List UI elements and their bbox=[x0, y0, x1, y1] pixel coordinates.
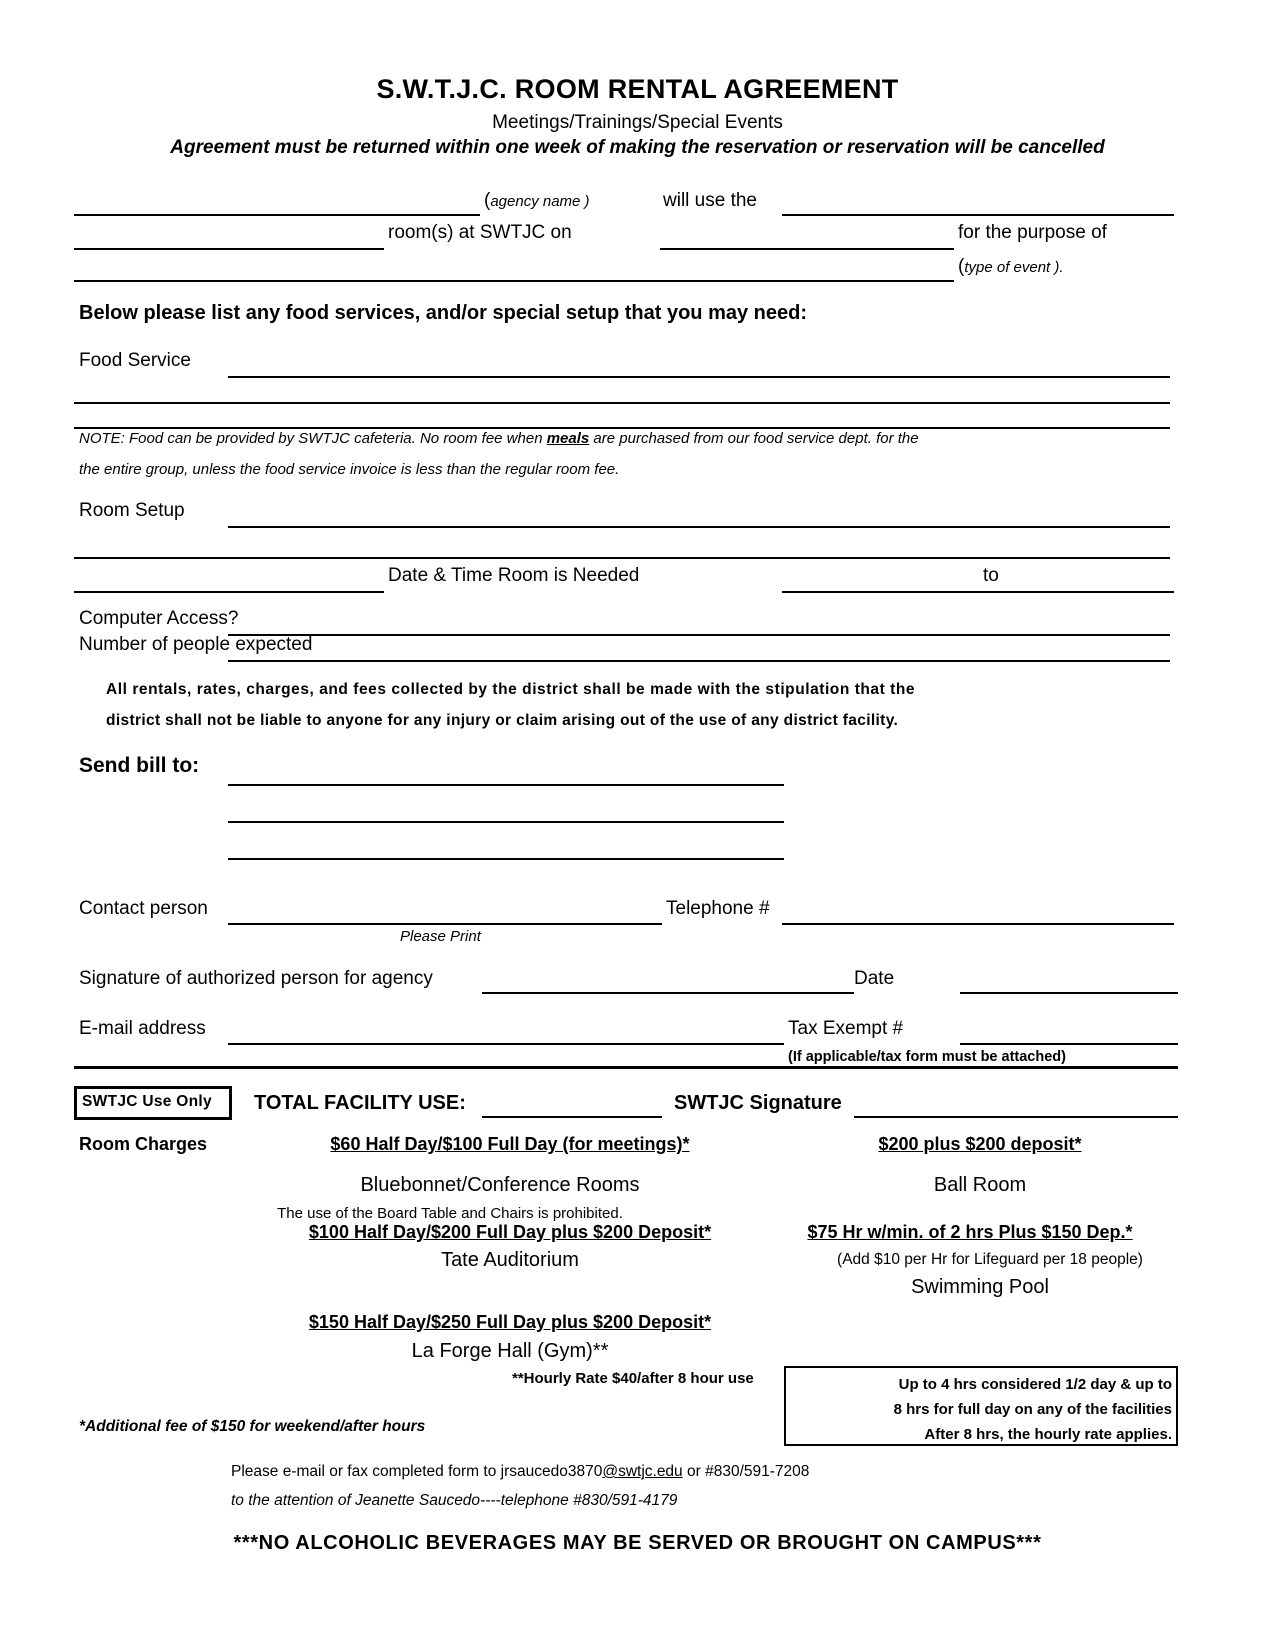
time-range-field[interactable] bbox=[782, 569, 1174, 593]
signature-date-field[interactable] bbox=[960, 970, 1178, 994]
board-table-note: The use of the Board Table and Chairs is prohibited. bbox=[277, 1205, 623, 1222]
page-title: S.W.T.J.C. ROOM RENTAL AGREEMENT bbox=[376, 74, 899, 104]
food-service-field[interactable] bbox=[228, 354, 1170, 378]
services-heading: Below please list any food services, and/or special setup that you may need: bbox=[79, 302, 808, 324]
will-use-label: will use the bbox=[663, 190, 757, 211]
day-rule-line2: 8 hrs for full day on any of the facilities bbox=[893, 1401, 1172, 1418]
bill-address-line1[interactable] bbox=[228, 762, 784, 786]
swtjc-signature-field[interactable] bbox=[854, 1094, 1178, 1118]
purpose-label: for the purpose of bbox=[958, 222, 1107, 243]
agency-name-field[interactable] bbox=[74, 192, 480, 216]
food-service-field-2[interactable] bbox=[74, 380, 1170, 404]
room-name-field[interactable] bbox=[782, 192, 1174, 216]
office-use-label: SWTJC Use Only bbox=[82, 1093, 212, 1110]
section-divider bbox=[74, 1066, 1178, 1069]
liability-line1: All rentals, rates, charges, and fees collected by the district shall be made with the stipulation that the bbox=[106, 681, 916, 698]
telephone-label: Telephone # bbox=[666, 898, 770, 919]
date-needed-field[interactable] bbox=[74, 569, 384, 593]
contact-person-field[interactable] bbox=[228, 901, 662, 925]
return-notice: Agreement must be returned within one week of making the reservation or reservation will be cancelled bbox=[170, 137, 1105, 158]
room-setup-field-2[interactable] bbox=[74, 535, 1170, 559]
tax-exempt-label: Tax Exempt # bbox=[788, 1018, 904, 1039]
page-subtitle: Meetings/Trainings/Special Events bbox=[492, 112, 783, 133]
attention-line: to the attention of Jeanette Saucedo----telephone #830/591-4179 bbox=[231, 1492, 678, 1509]
telephone-field[interactable] bbox=[782, 901, 1174, 925]
swtjc-signature-label: SWTJC Signature bbox=[674, 1092, 842, 1114]
bill-address-line3[interactable] bbox=[228, 836, 784, 860]
day-rule-line1: Up to 4 hrs considered 1/2 day & up to bbox=[898, 1376, 1172, 1393]
email-label: E-mail address bbox=[79, 1018, 206, 1039]
additional-fee-note: *Additional fee of $150 for weekend/after hours bbox=[79, 1418, 426, 1435]
computer-access-label: Computer Access? bbox=[79, 608, 239, 629]
pool-rate: $75 Hr w/min. of 2 hrs Plus $150 Dep.* bbox=[807, 1222, 1133, 1242]
room-charges-label: Room Charges bbox=[79, 1134, 208, 1154]
event-type-field[interactable] bbox=[74, 258, 954, 282]
email-field[interactable] bbox=[228, 1021, 784, 1045]
tax-exempt-field[interactable] bbox=[960, 1021, 1178, 1045]
day-rule-line3: After 8 hrs, the hourly rate applies. bbox=[924, 1426, 1172, 1443]
contact-person-label: Contact person bbox=[79, 898, 208, 919]
meetings-rate: $60 Half Day/$100 Full Day (for meetings)* bbox=[330, 1134, 690, 1154]
email-link[interactable]: @swtjc.edu bbox=[602, 1463, 683, 1480]
ballroom-name: Ball Room bbox=[933, 1174, 1027, 1196]
meetings-rooms: Bluebonnet/Conference Rooms bbox=[360, 1174, 640, 1196]
liability-line2: district shall not be liable to anyone for any injury or claim arising out of the use of any district facility. bbox=[106, 712, 899, 729]
tate-rate: $100 Half Day/$200 Full Day plus $200 Deposit* bbox=[308, 1222, 712, 1242]
swimming-pool: Swimming Pool bbox=[911, 1276, 1049, 1298]
rooms-at-label: room(s) at SWTJC on bbox=[388, 222, 572, 243]
event-type-label: (type of event ). bbox=[958, 256, 1064, 277]
tax-form-note: (If applicable/tax form must be attached) bbox=[788, 1049, 1066, 1065]
agency-signature-field[interactable] bbox=[482, 970, 854, 994]
alcohol-warning: ***NO ALCOHOLIC BEVERAGES MAY BE SERVED OR BROUGHT ON CAMPUS*** bbox=[233, 1532, 1042, 1554]
room-setup-label: Room Setup bbox=[79, 500, 185, 521]
total-facility-field[interactable] bbox=[482, 1094, 662, 1118]
room-count-field[interactable] bbox=[74, 226, 384, 250]
date-label: Date bbox=[854, 968, 895, 989]
please-print-label: Please Print bbox=[400, 928, 481, 945]
food-service-field-3[interactable] bbox=[74, 405, 1170, 429]
total-facility-label: TOTAL FACILITY USE: bbox=[254, 1092, 466, 1114]
people-expected-label: Number of people expected bbox=[79, 634, 313, 655]
return-contact-line: Please e-mail or fax completed form to jrsaucedo3870@swtjc.edu or #830/591-7208 bbox=[231, 1463, 810, 1480]
people-expected-field[interactable] bbox=[228, 638, 1170, 662]
food-note-line1: NOTE: Food can be provided by SWTJC cafeteria. No room fee when meals are purchased from our food service dept. for the bbox=[79, 430, 919, 447]
date-time-label: Date & Time Room is Needed bbox=[388, 565, 640, 586]
agency-name-label: (agency name ) bbox=[484, 190, 590, 211]
lifeguard-note: (Add $10 per Hr for Lifeguard per 18 people) bbox=[837, 1251, 1143, 1268]
gym-name: La Forge Hall (Gym)** bbox=[411, 1340, 609, 1362]
computer-access-field[interactable] bbox=[228, 612, 1170, 636]
send-bill-label: Send bill to: bbox=[79, 754, 200, 777]
gym-rate: $150 Half Day/$250 Full Day plus $200 Deposit* bbox=[308, 1312, 712, 1332]
signature-label: Signature of authorized person for agency bbox=[79, 968, 433, 989]
food-service-label: Food Service bbox=[79, 350, 191, 371]
bill-address-line2[interactable] bbox=[228, 799, 784, 823]
room-setup-field[interactable] bbox=[228, 504, 1170, 528]
food-note-line2: the entire group, unless the food service invoice is less than the regular room fee. bbox=[79, 461, 620, 478]
ballroom-rate: $200 plus $200 deposit* bbox=[878, 1134, 1082, 1154]
office-use-box bbox=[74, 1086, 232, 1120]
hourly-rate-note: **Hourly Rate $40/after 8 hour use bbox=[512, 1370, 754, 1387]
day-rules-box bbox=[784, 1366, 1178, 1446]
to-label: to bbox=[983, 565, 999, 586]
tate-auditorium: Tate Auditorium bbox=[441, 1249, 579, 1271]
event-date-field[interactable] bbox=[660, 226, 954, 250]
